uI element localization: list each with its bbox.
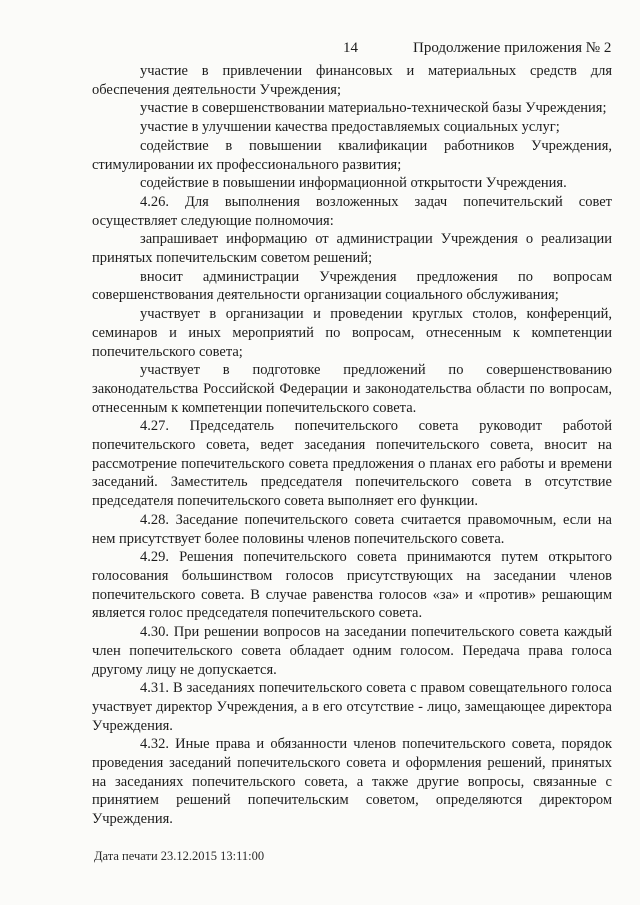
paragraph-4-27: 4.27. Председатель попечительского совета руководит работой попечительского совета, ведет заседания попечительского совета, вносит на рассмотрение попечительского совета предложения о планах его работы и времени заседаний. Заместитель председателя попечительского совета в отсутствие председателя попечительского совета выполняет его функции. xyxy=(92,418,612,510)
paragraph: содействие в повышении информационной открытости Учреждения. xyxy=(140,175,567,192)
paragraph: участвует в подготовке предложений по совершенствованию законодательства Российской Федерации и законодательства области по вопросам, отнесенным к компетенции попечительского совета. xyxy=(92,362,612,416)
paragraph-4-32: 4.32. Иные права и обязанности членов попечительского совета, порядок проведения заседаний попечительского совета и оформления решений, принятых на заседаниях попечительского совета, а также другие вопросы, связанные с принятием решений попечительским советом, определяются директором Учреждения. xyxy=(92,736,612,828)
paragraph: запрашивает информацию от администрации Учреждения о реализации принятых попечительским советом решений; xyxy=(92,231,612,267)
paragraph: участвует в организации и проведении круглых столов, конференций, семинаров и иных мероприятий по вопросам, отнесенным к компетенции попечительского совета; xyxy=(92,306,612,360)
paragraph: участие в совершенствовании материально-технической базы Учреждения; xyxy=(140,100,607,117)
paragraph-4-28: 4.28. Заседание попечительского совета считается правомочным, если на нем присутствует более половины членов попечительского совета. xyxy=(92,511,612,547)
appendix-label: Продолжение приложения № 2 xyxy=(413,40,612,56)
paragraph-4-26: 4.26. Для выполнения возложенных задач попечительский совет осуществляет следующие полномочия: xyxy=(92,193,612,229)
page-header xyxy=(0,40,640,60)
print-date: Дата печати 23.12.2015 13:11:00 xyxy=(94,849,265,863)
paragraph: участие в привлечении финансовых и материальных средств для обеспечения деятельности Учреждения; xyxy=(92,63,612,98)
paragraph: участие в улучшении качества предоставляемых социальных услуг; xyxy=(140,119,560,136)
paragraph: содействие в повышении квалификации работников Учреждения, стимулировании их профессионального развития; xyxy=(92,137,612,173)
paragraph-4-30: 4.30. При решении вопросов на заседании попечительского совета каждый член попечительского совета обладает одним голосом. Передача права голоса другому лицу не допускается. xyxy=(92,624,612,678)
page-number: 14 xyxy=(343,40,358,56)
paragraph-4-29: 4.29. Решения попечительского совета принимаются путем открытого голосования большинством голосов присутствующих на заседании членов попечительского совета. В случае равенства голосов «за» и «против» решающим является голос председателя попечительского совета. xyxy=(92,549,612,622)
document-body xyxy=(92,62,612,829)
paragraph: вносит администрации Учреждения предложения по вопросам совершенствования деятельности организации социального обслуживания; xyxy=(92,268,612,304)
paragraph-4-31: 4.31. В заседаниях попечительского совета с правом совещательного голоса участвует директор Учреждения, а в его отсутствие - лицо, замещающее директора Учреждения. xyxy=(92,680,612,734)
